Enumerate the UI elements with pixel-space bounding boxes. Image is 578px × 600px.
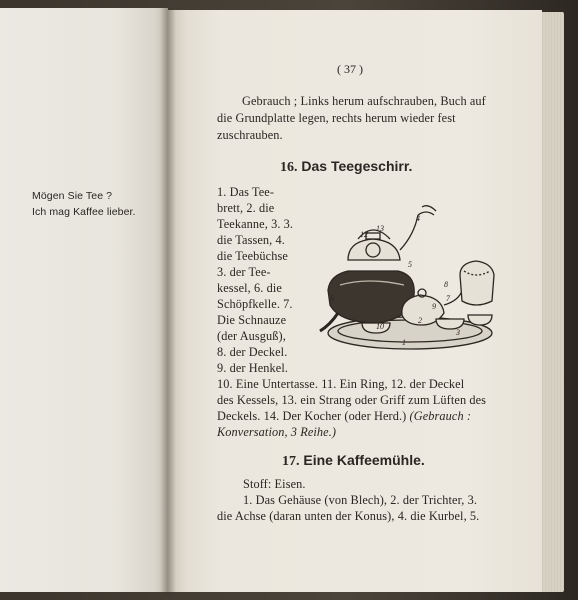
figure-label-9: 9 <box>432 302 436 311</box>
s16-narrow-10: (der Ausguß), <box>217 329 286 343</box>
page-number: ( 37 ) <box>337 62 363 76</box>
intro-line-1: Gebrauch ; Links herum aufschrauben, Buch auf <box>242 94 486 108</box>
figure-label-2: 2 <box>418 316 422 325</box>
s16-narrow-12: 9. der Henkel. <box>217 361 289 375</box>
s17-line-2: 1. Das Gehäuse (von Blech), 2. der Trichter, 3. <box>243 493 478 507</box>
s16-narrow-2: brett, 2. die <box>217 201 275 215</box>
figure-label-7: 7 <box>446 294 450 303</box>
book-gutter <box>160 8 176 594</box>
left-line-2: Ich mag Kaffee lieber. <box>32 206 136 218</box>
figure-label-6: 6 <box>330 294 334 303</box>
s17-line-1: Stoff: Eisen. <box>243 477 306 491</box>
intro-line-3: zuschrauben. <box>217 128 283 142</box>
usage-note: (Gebrauch : <box>409 409 472 423</box>
section-17-number: 17. <box>282 454 300 469</box>
figure-label-10: 10 <box>376 322 384 331</box>
s16-narrow-4: die Tassen, 4. <box>217 233 285 247</box>
left-page <box>0 8 168 592</box>
usage-note-2: Konversation, 3 Reihe.) <box>217 425 337 439</box>
figure-label-8: 8 <box>444 280 448 289</box>
figure-label-12: 12 <box>360 230 368 239</box>
intro-line-2: die Grundplatte legen, rechts herum wieder fest <box>217 111 456 125</box>
section-16-heading <box>280 158 412 176</box>
s16-narrow-11: 8. der Deckel. <box>217 345 288 359</box>
s16-narrow-1: 1. Das Tee- <box>217 185 275 199</box>
s16-narrow-3: Teekanne, 3. 3. <box>217 217 294 231</box>
s16-narrow-9: Die Schnauze <box>217 313 287 327</box>
section-16-number: 16. <box>280 160 298 175</box>
left-line-1: Mögen Sie Tee ? <box>32 190 113 202</box>
figure-label-1: 1 <box>402 338 406 347</box>
s16-narrow-5: die Teebüchse <box>217 249 288 263</box>
s16-full-3-text: Deckels. 14. Der Kocher (oder Herd.) <box>217 409 407 423</box>
section-17-heading <box>282 452 425 470</box>
figure-label-3: 3 <box>456 328 460 337</box>
s16-narrow-8: Schöpfkelle. 7. <box>217 297 293 311</box>
s16-narrow-6: 3. der Tee- <box>217 265 271 279</box>
section-17-title: Eine Kaffeemühle. <box>303 452 425 468</box>
s17-line-3: die Achse (daran unten der Konus), 4. die Kurbel, 5. <box>217 509 480 523</box>
tea-set-illustration <box>318 205 503 365</box>
figure-label-5: 5 <box>408 260 412 269</box>
figure-label-13: 13 <box>376 224 384 233</box>
s16-narrow-7: kessel, 6. die <box>217 281 282 295</box>
figure-label-4: 4 <box>416 214 420 223</box>
section-16-title: Das Teegeschirr. <box>301 158 413 174</box>
s16-full-1: 10. Eine Untertasse. 11. Ein Ring, 12. der Deckel <box>217 377 465 391</box>
s16-full-3 <box>217 408 471 424</box>
s16-full-2: des Kessels, 13. ein Strang oder Griff zum Lüften des <box>217 393 487 407</box>
